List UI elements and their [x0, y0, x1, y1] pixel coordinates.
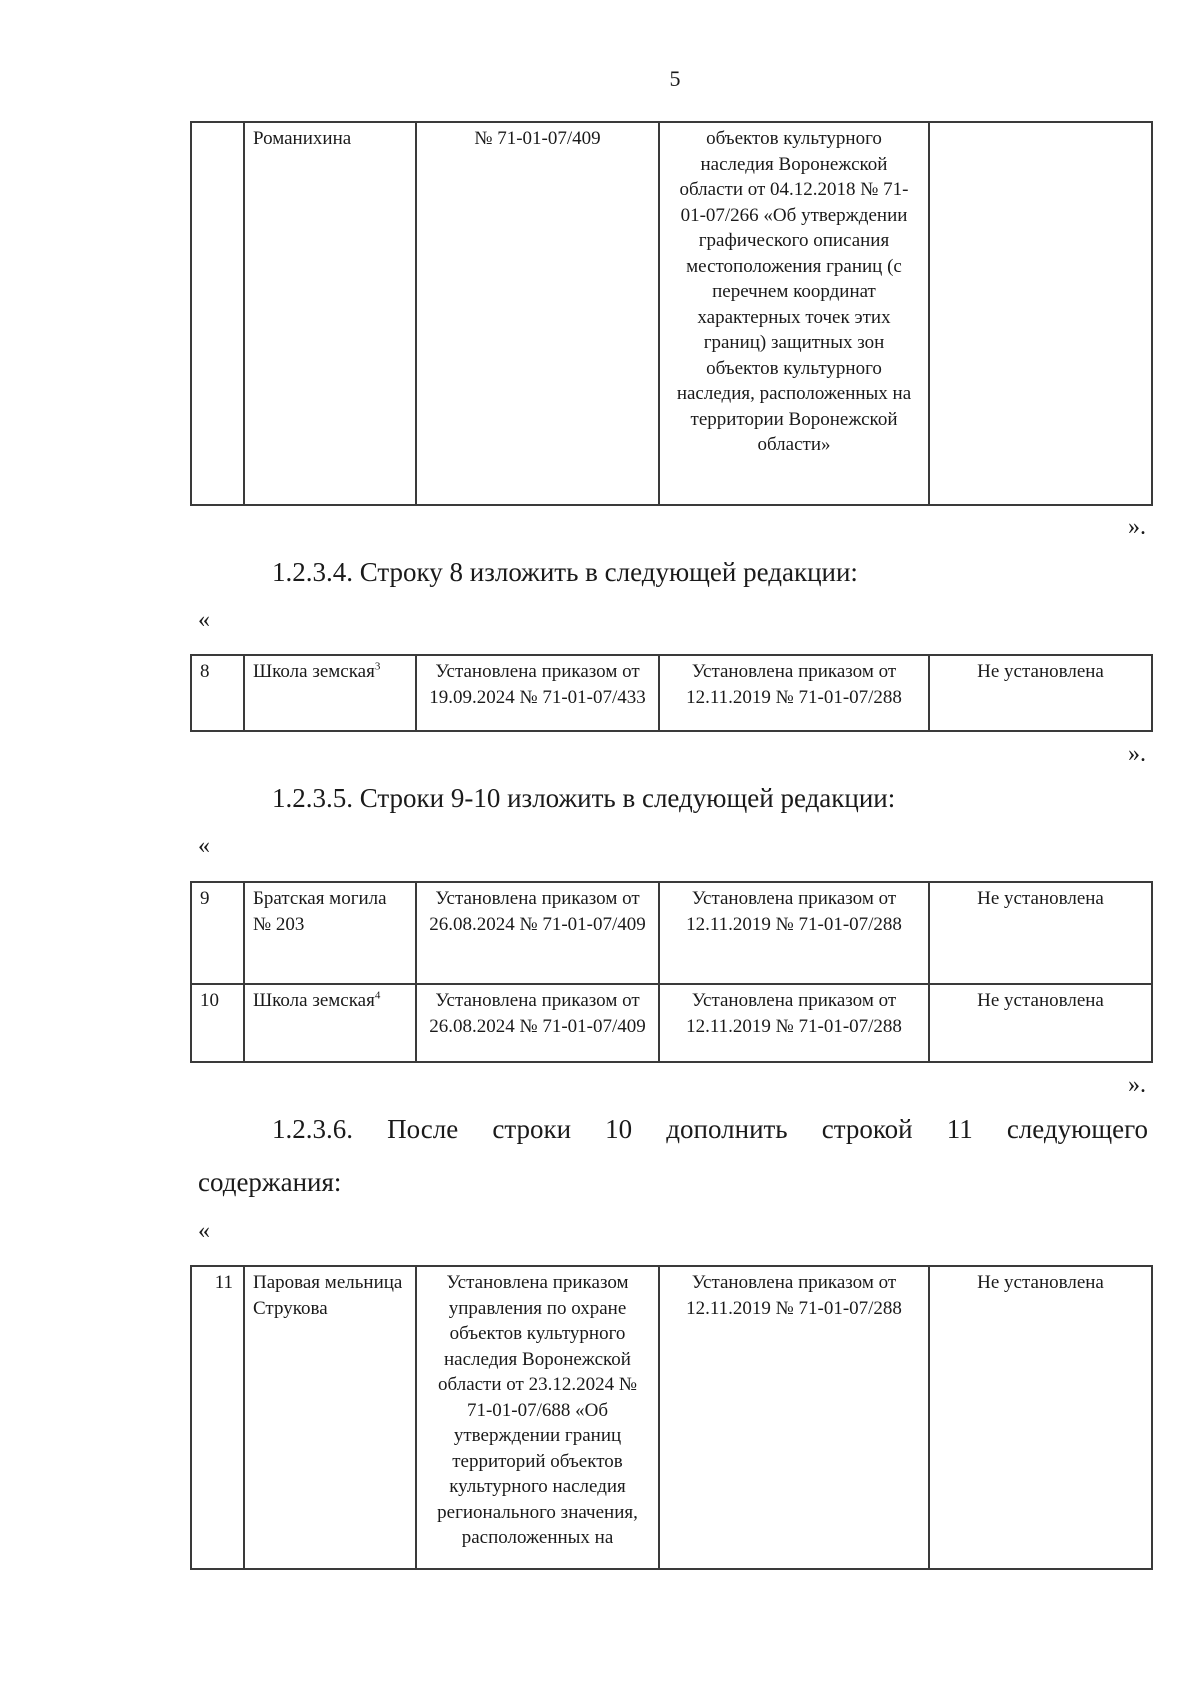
row-number-cell — [191, 122, 244, 505]
row-8-table — [190, 654, 1153, 732]
rows-9-10-table — [190, 881, 1153, 1063]
status-cell — [929, 122, 1152, 505]
row-number-cell: 11 — [191, 1266, 244, 1569]
object-name-cell — [244, 984, 416, 1062]
footnote-mark: 4 — [374, 989, 381, 1002]
territory-order-cell: № 71-01-07/409 — [416, 122, 659, 505]
status-cell: Не установлена — [929, 882, 1152, 984]
section-heading-1-2-3-4: 1.2.3.4. Строку 8 изложить в следующей редакции: — [272, 557, 858, 587]
row-11-table — [190, 1265, 1153, 1570]
territory-order-cell: Установлена приказом от 26.08.2024 № 71-01-07/409 — [416, 984, 659, 1062]
opening-quote: « — [198, 607, 210, 633]
object-name-cell: Паровая мельница Струкова — [244, 1266, 416, 1569]
protection-zone-order-cell: Установлена приказом от 12.11.2019 № 71-01-07/288 — [659, 882, 929, 984]
protection-zone-order-cell: Установлена приказом от 12.11.2019 № 71-01-07/288 — [659, 984, 929, 1062]
status-cell: Не установлена — [929, 1266, 1152, 1569]
closing-quote: ». — [1128, 1072, 1146, 1098]
object-name-cell — [244, 655, 416, 731]
protection-zone-order-cell: объектов культурного наследия Воронежской области от 04.12.2018 № 71-01-07/266 «Об утверждении графического описания местоположения границ (с перечнем координат характерных точек этих границ) защитных зон объектов культурного наследия, расположенных на территории Воронежской области» — [659, 122, 929, 505]
object-name-text: Школа земская — [253, 990, 375, 1011]
table-row — [191, 984, 1152, 1062]
object-name-cell: Братская могила № 203 — [244, 882, 416, 984]
table-row — [191, 1266, 1152, 1569]
opening-quote: « — [198, 833, 210, 859]
section-heading-continuation: содержания: — [198, 1167, 342, 1197]
row-number-cell: 9 — [191, 882, 244, 984]
table-row — [191, 882, 1152, 984]
closing-quote: ». — [1128, 514, 1146, 540]
territory-order-cell: Установлена приказом управления по охране объектов культурного наследия Воронежской области от 23.12.2024 № 71-01-07/688 «Об утверждении границ территорий объектов культурного наследия регионального значения, расположенных на — [416, 1266, 659, 1569]
protection-zone-order-cell: Установлена приказом от 12.11.2019 № 71-01-07/288 — [659, 1266, 929, 1569]
section-heading-1-2-3-6: 1.2.3.6. После строки 10 дополнить строкой 11 следующего — [272, 1114, 1148, 1144]
status-cell: Не установлена — [929, 655, 1152, 731]
object-name-cell: Романихина — [244, 122, 416, 505]
page-number: 5 — [669, 66, 681, 91]
table-row — [191, 655, 1152, 731]
object-name-text: Школа земская — [253, 661, 375, 682]
row-number-cell: 8 — [191, 655, 244, 731]
continued-table — [190, 121, 1153, 506]
opening-quote: « — [198, 1218, 210, 1244]
protection-zone-order-cell: Установлена приказом от 12.11.2019 № 71-01-07/288 — [659, 655, 929, 731]
status-cell: Не установлена — [929, 984, 1152, 1062]
territory-order-cell: Установлена приказом от 26.08.2024 № 71-01-07/409 — [416, 882, 659, 984]
footnote-mark: 3 — [374, 660, 381, 673]
territory-order-cell: Установлена приказом от 19.09.2024 № 71-01-07/433 — [416, 655, 659, 731]
closing-quote: ». — [1128, 741, 1146, 767]
row-number-cell: 10 — [191, 984, 244, 1062]
section-heading-1-2-3-5: 1.2.3.5. Строки 9-10 изложить в следующей редакции: — [272, 783, 896, 813]
table-row — [191, 122, 1152, 505]
